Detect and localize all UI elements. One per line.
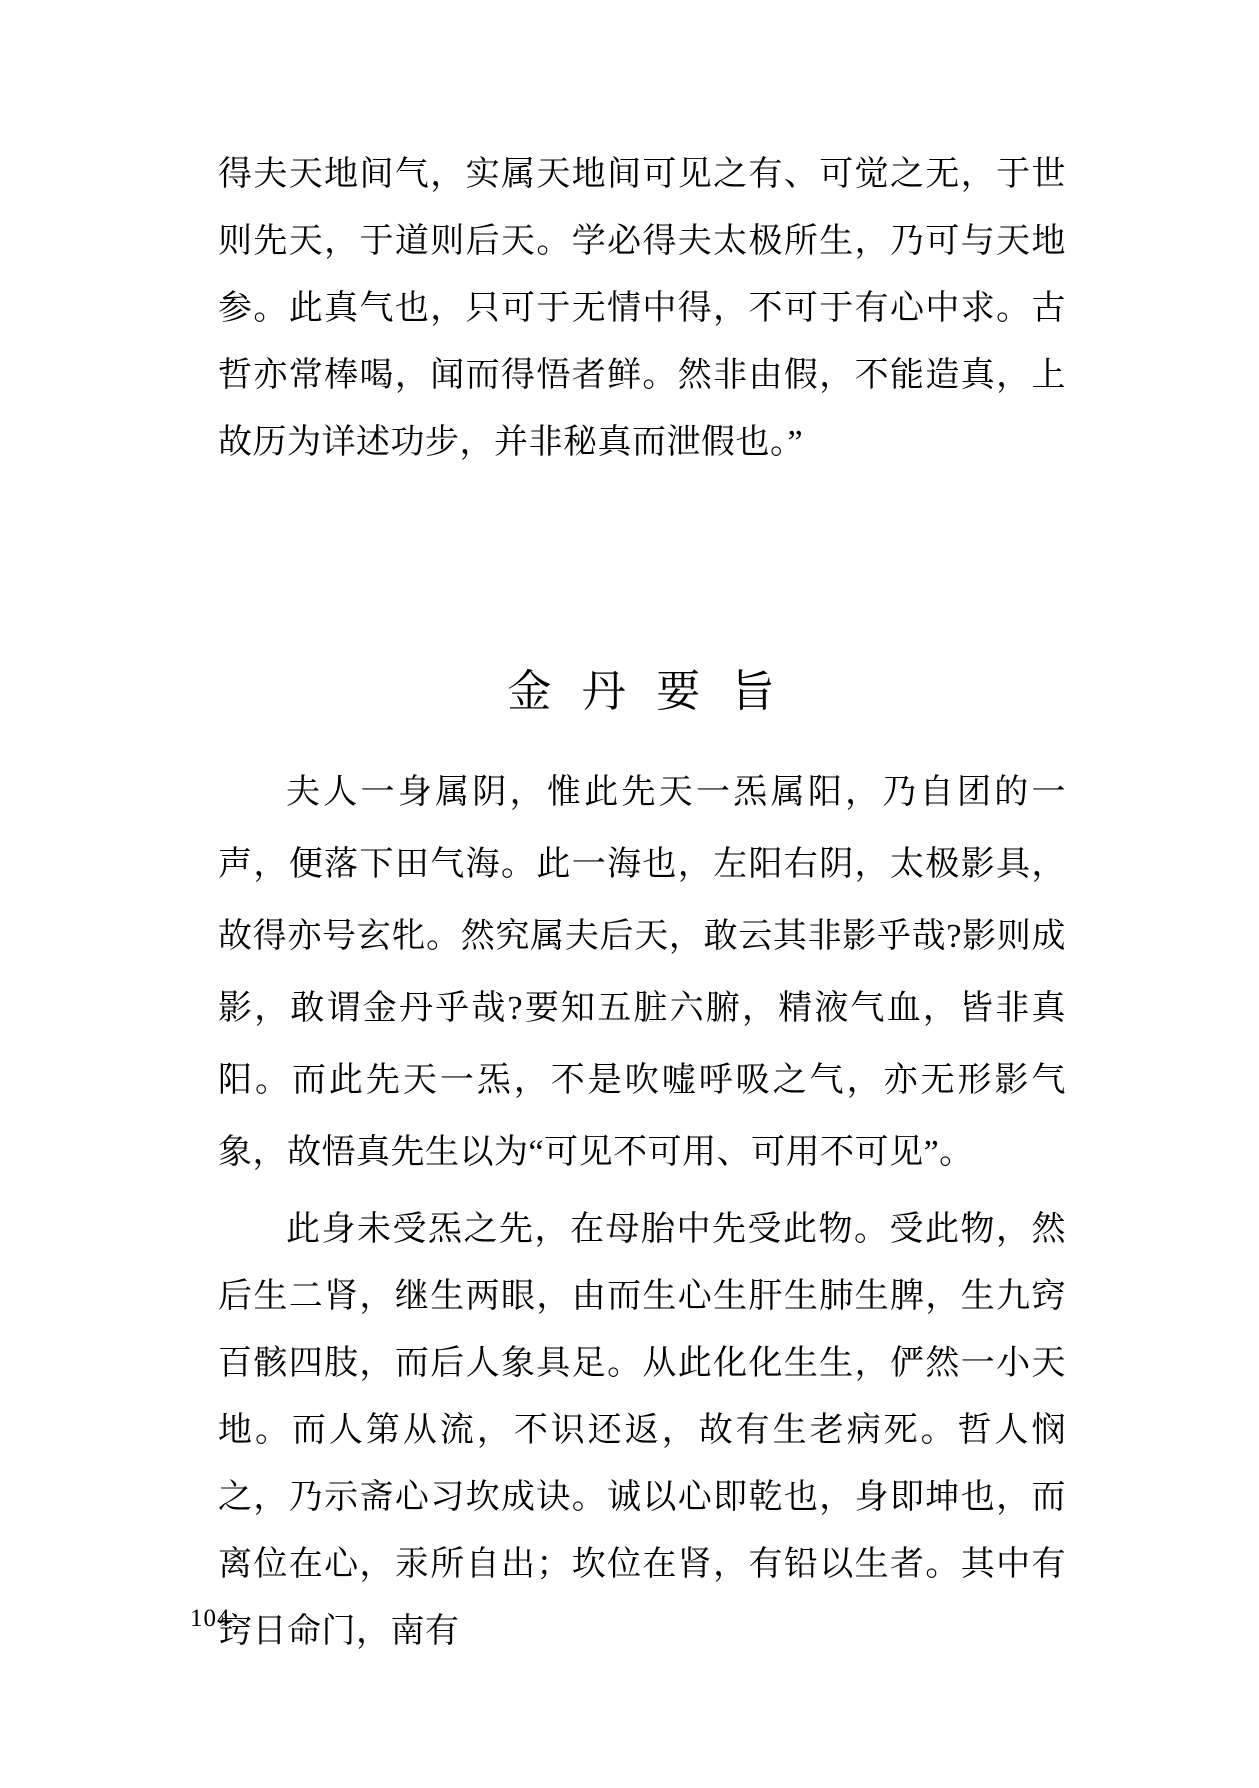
body-paragraph-2: 此身未受炁之先，在母胎中先受此物。受此物，然后生二肾，继生两眼，由而生心生肝生肺生脾，生九窍百骸四肢，而后人象具足。从此化化生生，俨然一小天地。而人第从流，不识还返，故有生老病死。哲人悯之，乃示斋心习坎成诀。诚以心即乾也，身即坤也，而离位在心，汞所自出；坎位在肾，有铅以生者。其中有窍日命门，南有 bbox=[218, 1211, 1066, 1650]
body-paragraph-1: 夫人一身属阴，惟此先天一炁属阳，乃自团的一声，便落下田气海。此一海也，左阳右阴，太极影具，故得亦号玄牝。然究属夫后天，敢云其非影乎哉?影则成影，敢谓金丹乎哉?要知五脏六腑，精液气血，皆非真阳。而此先天一炁，不是吹嘘呼吸之气，亦无形影气象，故悟真先生以为“可见不可用、可用不可见”。 bbox=[218, 774, 1066, 1171]
section-title: 金 丹 要 旨 bbox=[507, 667, 777, 716]
page-number: 104 bbox=[190, 1605, 231, 1632]
continuation-paragraph: 得夫天地间气，实属天地间可见之有、可觉之无，于世则先天，于道则后天。学必得夫太极所生，乃可与天地参。此真气也，只可于无情中得，不可于有心中求。古哲亦常棒喝，闻而得悟者鲜。然非由假，不能造真，上故历为详述功步，并非秘真而泄假也。” bbox=[218, 156, 1066, 461]
